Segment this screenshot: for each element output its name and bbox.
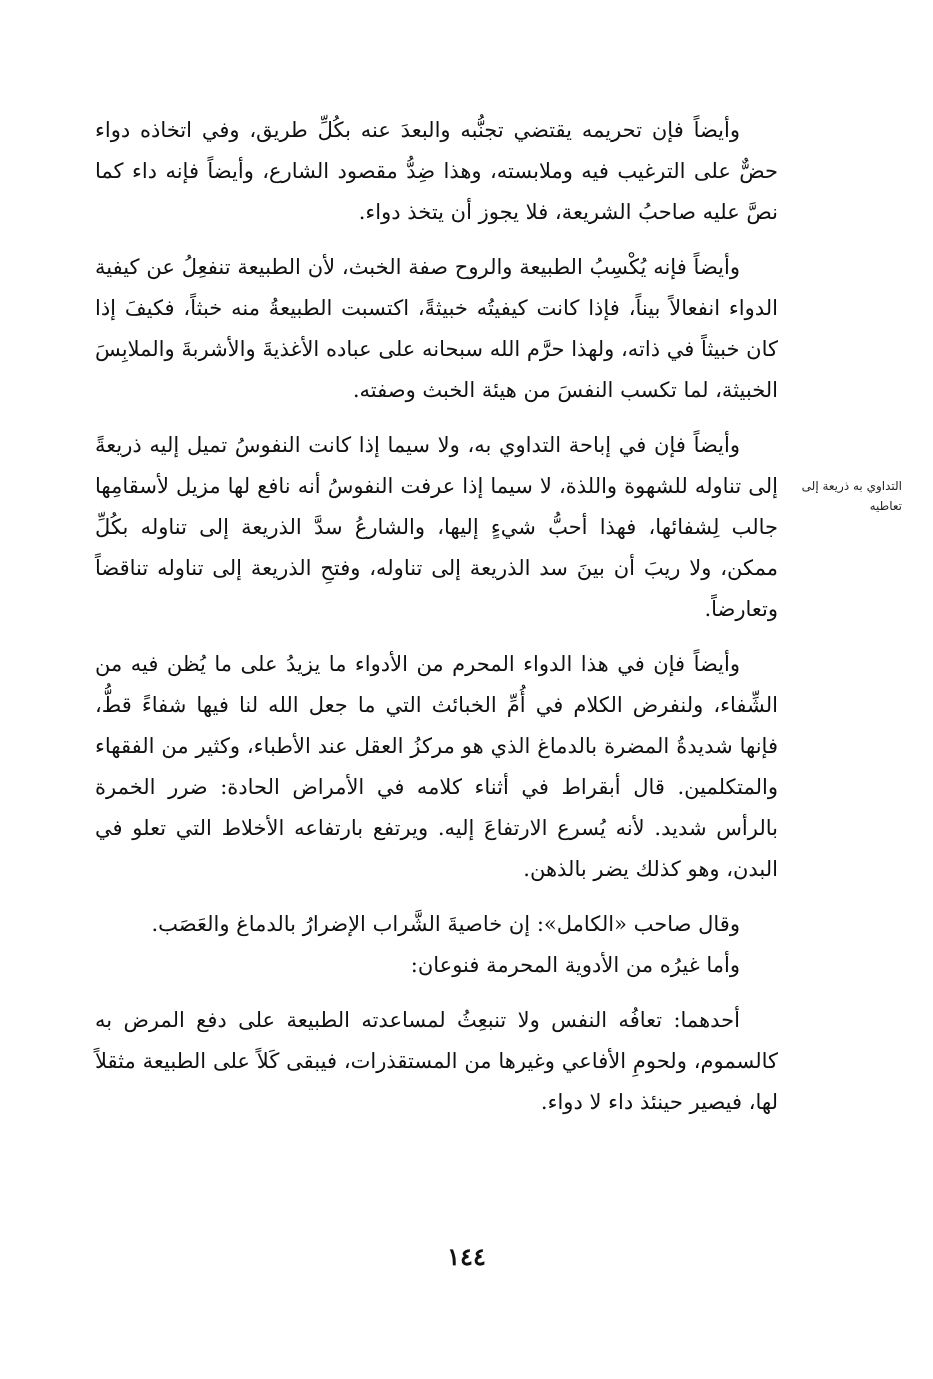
- paragraph-3: وأيضاً فإن في إباحة التداوي به، ولا سيما إذا كانت النفوسُ تميل إليه ذريعةً إلى تناوله للشهوة واللذة، لا سيما إذا عرفت النفوسُ أنه نافع لها مزيل لأسقامِها جالب لِشفائها، فهذا أحبُّ شيءٍ إليها، والشارعُ سدَّ الذريعة إلى تناوله بكُلِّ ممكن، ولا ريبَ أن بينَ سد الذريعة إلى تناوله، وفتحِ الذريعة إلى تناوله تناقضاً وتعارضاً.: [95, 433, 778, 621]
- paragraph-2: وأيضاً فإنه يُكْسِبُ الطبيعة والروح صفة الخبث، لأن الطبيعة تنفعِلُ عن كيفية الدواء انفعالاً بيناً، فإذا كانت كيفيتُه خبيثةً، اكتسبت الطبيعةُ منه خبثاً، فكيفَ إذا كان خبيثاً في ذاته، ولهذا حرَّم الله سبحانه على عباده الأغذيةَ والأشربةَ والملابِسَ الخبيثة، لما تكسب النفسَ من هيئة الخبث وصفته.: [95, 255, 778, 402]
- paragraph-7: أحدهما: تعافُه النفس ولا تنبعِثُ لمساعدته الطبيعة على دفع المرض به كالسموم، ولحومِ الأفاعي وغيرها من المستقذرات، فيبقى كَلاً على الطبيعة مثقلاً لها، فيصير حينئذ داء لا دواء.: [95, 1008, 778, 1114]
- paragraph-5: وقال صاحب «الكامل»: إن خاصيةَ الشَّراب الإضرارُ بالدماغ والعَصَب.: [151, 912, 740, 936]
- main-text-body: [95, 110, 778, 1137]
- paragraph-6: وأما غيرُه من الأدوية المحرمة فنوعان:: [410, 953, 740, 977]
- paragraph-4: وأيضاً فإن في هذا الدواء المحرم من الأدواء ما يزيدُ على ما يُظن فيه من الشِّفاء، ولنفرض الكلام في أُمِّ الخبائث التي ما جعل الله لنا فيها شفاءً قطُّ، فإنها شديدةُ المضرة بالدماغ الذي هو مركزُ العقل عند الأطباء، وكثير من الفقهاء والمتكلمين. قال أبقراط في أثناء كلامه في الأمراض الحادة: ضرر الخمرة بالرأس شديد. لأنه يُسرع الارتفاعَ إليه. ويرتفع بارتفاعه الأخلاط التي تعلو في البدن، وهو كذلك يضر بالذهن.: [95, 652, 778, 881]
- paragraph-1: وأيضاً فإن تحريمه يقتضي تجنُّبه والبعدَ عنه بكُلِّ طريق، وفي اتخاذه دواء حضٌّ على الترغيب فيه وملابسته، وهذا ضِدُّ مقصود الشارع، وأيضاً فإنه داء كما نصَّ عليه صاحبُ الشريعة، فلا يجوز أن يتخذ دواء.: [95, 118, 778, 224]
- page-number: ١٤٤: [447, 1242, 486, 1271]
- margin-note: التداوي به ذريعة إلى تعاطيه: [801, 479, 902, 513]
